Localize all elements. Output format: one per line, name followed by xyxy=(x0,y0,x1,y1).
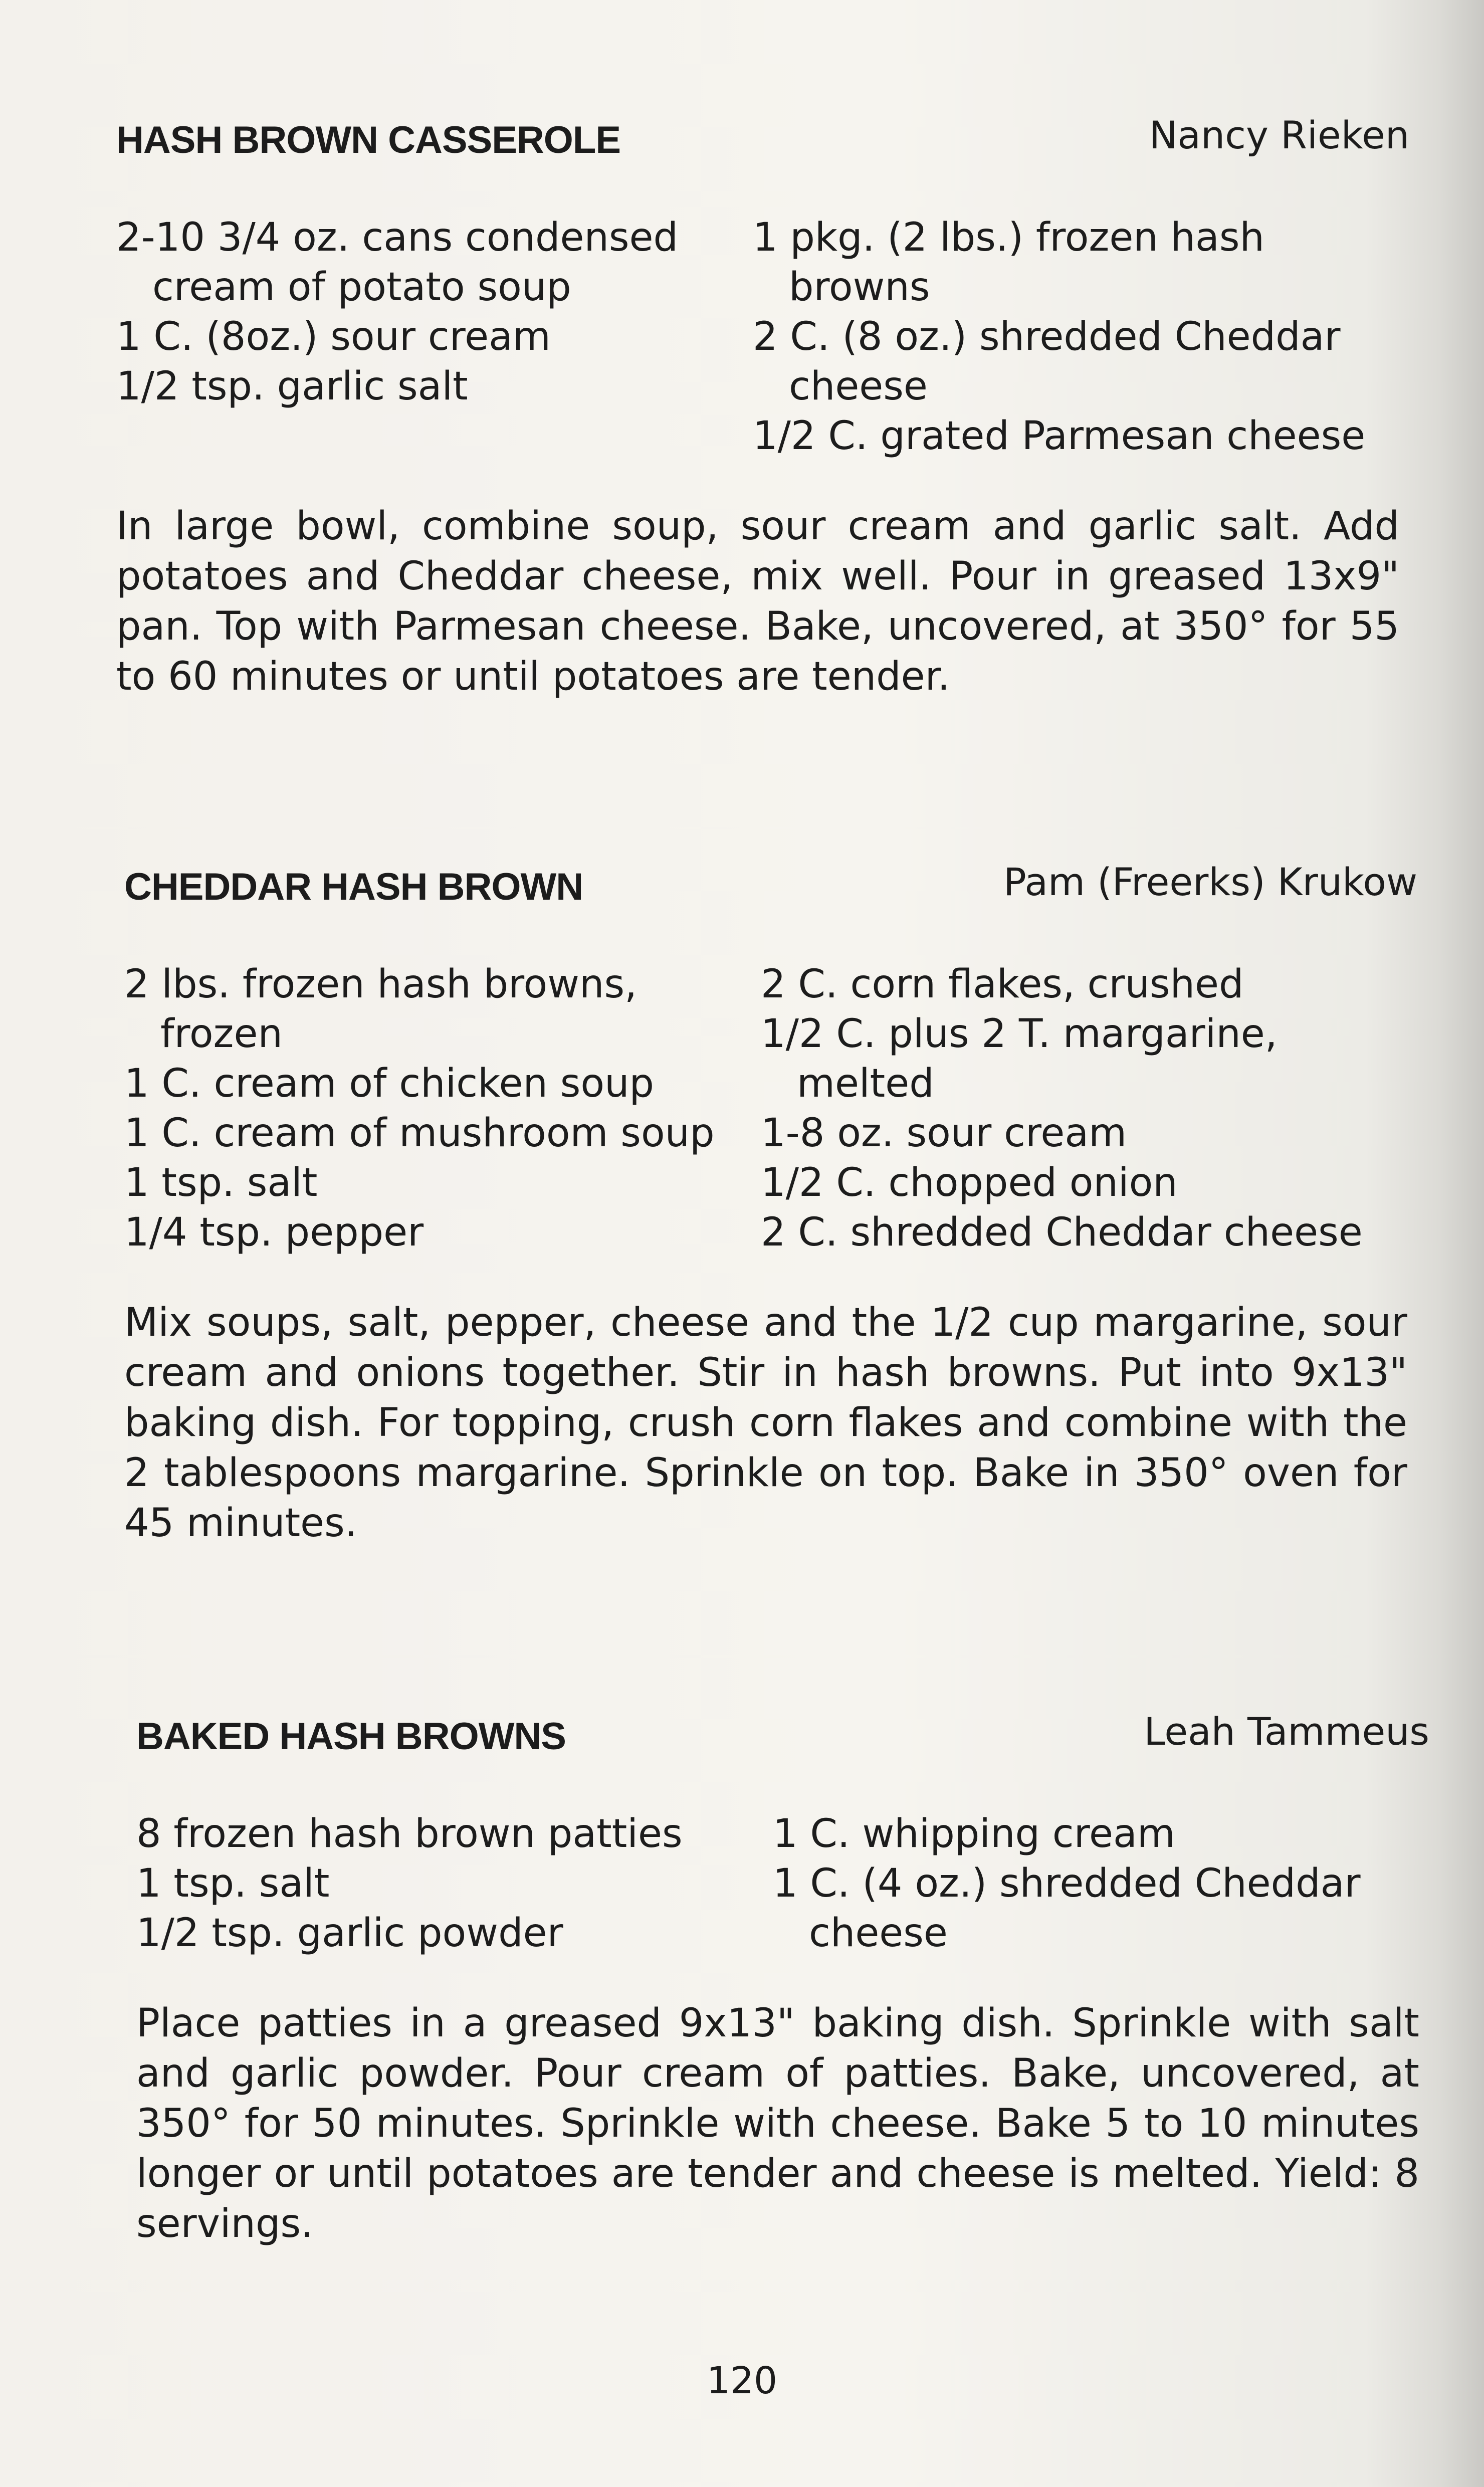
recipe-author: Leah Tammeus xyxy=(1144,1709,1429,1754)
ingredient-item: 1 C. (8oz.) sour cream xyxy=(116,314,551,359)
ingredient-item: 1 tsp. salt xyxy=(124,1160,318,1205)
ingredient-item: 2-10 3/4 oz. cans condensed cream of potato soup xyxy=(116,215,679,310)
ingredients-left-column xyxy=(116,213,753,461)
recipe-header xyxy=(124,860,1417,915)
ingredient-item: 1 tsp. salt xyxy=(136,1861,330,1906)
recipe-baked-hash-browns xyxy=(136,1709,1429,2249)
ingredient-item: 2 C. shredded Cheddar cheese xyxy=(761,1210,1363,1255)
recipe-header xyxy=(136,1709,1429,1764)
ingredients-right-column xyxy=(753,213,1409,461)
ingredient-item: 1/2 C. plus 2 T. margarine, melted xyxy=(761,1011,1278,1106)
ingredient-item: 1 C. cream of chicken soup xyxy=(124,1061,655,1106)
recipe-method: In large bowl, combine soup, sour cream and garlic salt. Add potatoes and Cheddar cheese, mix well. Pour in greased 13x9" pan. Top with Parmesan cheese. Bake, uncovered, at 350° for 55 to 60 minutes or until potatoes are tender. xyxy=(116,504,1399,699)
ingredients-list xyxy=(136,1809,1429,1958)
ingredient-item: 1/4 tsp. pepper xyxy=(124,1210,424,1255)
ingredient-item: 2 lbs. frozen hash browns, frozen xyxy=(124,962,637,1057)
ingredient-item: 1/2 C. grated Parmesan cheese xyxy=(753,413,1366,459)
recipe-author: Nancy Rieken xyxy=(1149,113,1409,157)
ingredient-item: 1 C. (4 oz.) shredded Cheddar cheese xyxy=(773,1861,1361,1956)
ingredient-item: 2 C. corn flakes, crushed xyxy=(761,962,1244,1007)
ingredient-item: 1 C. whipping cream xyxy=(773,1811,1175,1856)
ingredient-item: 1/2 tsp. garlic powder xyxy=(136,1911,563,1956)
ingredient-item: 2 C. (8 oz.) shredded Cheddar cheese xyxy=(753,314,1341,409)
ingredients-list xyxy=(124,960,1417,1258)
recipe-method: Mix soups, salt, pepper, cheese and the 1/2 cup margarine, sour cream and onions together. Stir in hash browns. Put into 9x13" baking dish. For topping, crush corn flakes and combine with the 2 tablespoons margarine. Sprinkle on top. Bake in 350° oven for 45 minutes. xyxy=(124,1300,1407,1546)
recipe-author: Pam (Freerks) Krukow xyxy=(1003,860,1417,904)
recipe-hash-brown-casserole xyxy=(116,113,1409,702)
recipe-header xyxy=(116,113,1409,168)
ingredient-item: 1/2 C. chopped onion xyxy=(761,1160,1178,1205)
ingredient-item: 1 C. cream of mushroom soup xyxy=(124,1111,715,1156)
recipe-title: BAKED HASH BROWNS xyxy=(136,1715,566,1758)
ingredients-left-column xyxy=(124,960,761,1258)
recipe-title: HASH BROWN CASSEROLE xyxy=(116,119,621,161)
ingredient-item: 8 frozen hash brown patties xyxy=(136,1811,683,1856)
recipe-method: Place patties in a greased 9x13" baking dish. Sprinkle with salt and garlic powder. Pour cream of patties. Bake, uncovered, at 350° for 50 minutes. Sprinkle with cheese. Bake 5 to 10 minutes longer or until potatoes are tender and cheese is melted. Yield: 8 servings. xyxy=(136,2001,1419,2246)
ingredients-right-column xyxy=(773,1809,1429,1958)
ingredients-left-column xyxy=(136,1809,773,1958)
recipe-title: CHEDDAR HASH BROWN xyxy=(124,866,583,908)
page-number: 120 xyxy=(706,2359,778,2402)
ingredients-list xyxy=(116,213,1409,461)
ingredient-item: 1-8 oz. sour cream xyxy=(761,1111,1127,1156)
recipe-cheddar-hash-brown xyxy=(124,860,1417,1548)
ingredient-item: 1/2 tsp. garlic salt xyxy=(116,364,468,409)
ingredient-item: 1 pkg. (2 lbs.) frozen hash browns xyxy=(753,215,1264,310)
ingredients-right-column xyxy=(761,960,1417,1258)
